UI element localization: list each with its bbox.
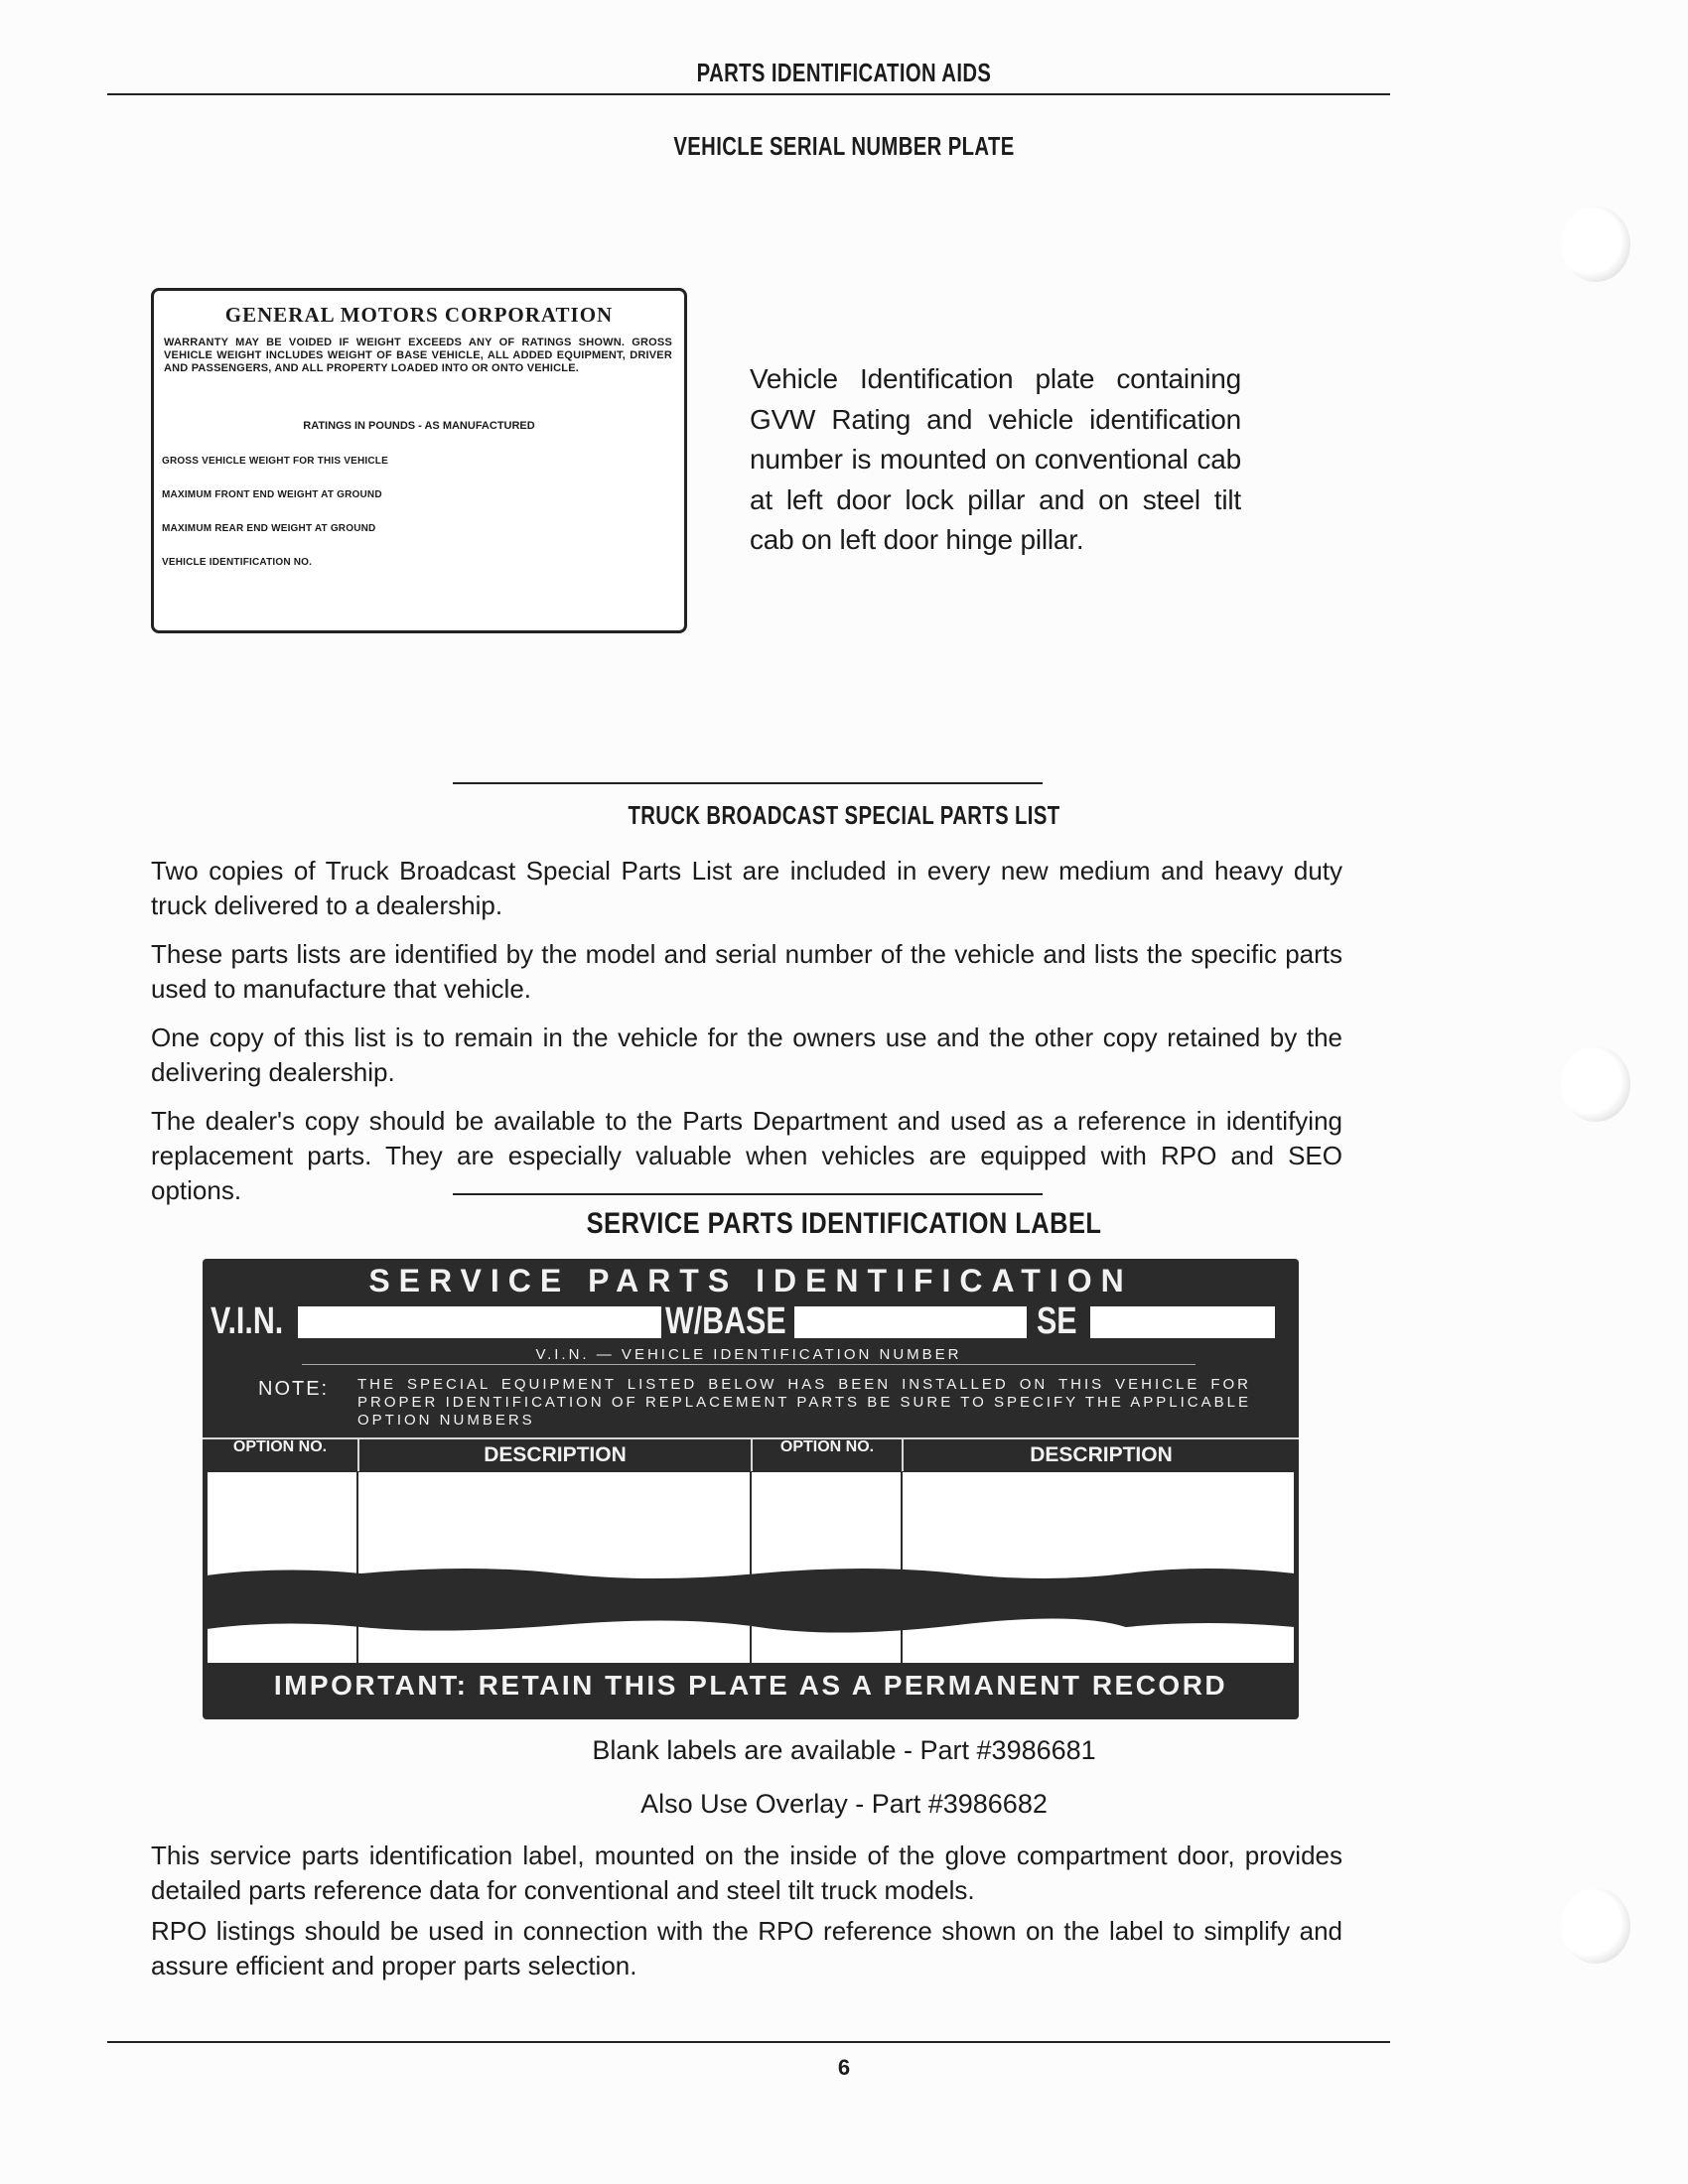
col-header-description: DESCRIPTION (484, 1443, 627, 1466)
divider (302, 1364, 1196, 1365)
paragraph: One copy of this list is to remain in the vehicle for the owners use and the other copy retained by the delivering dealership. (151, 1023, 1342, 1087)
vin-entry-box (298, 1306, 661, 1338)
section-rule (453, 782, 1043, 784)
paragraph: These parts lists are identified by the model and serial number of the vehicle and lists the specific parts used to manufacture that vehicle. (151, 939, 1342, 1004)
label-title: SERVICE PARTS IDENTIFICATION (368, 1263, 1133, 1298)
note-text: THE SPECIAL EQUIPMENT LISTED BELOW HAS BEEN INSTALLED ON THIS VEHICLE FOR PROPER IDENTIFICATION OF REPLACEMENT PARTS BE SURE TO SPECIFY THE APPLICABLE OPTION NUMBERS (357, 1376, 1251, 1429)
note-label: NOTE: (258, 1378, 330, 1400)
plate-field: VEHICLE IDENTIFICATION NO. (162, 557, 313, 568)
gm-serial-plate (151, 288, 687, 633)
label-se: SE (1037, 1300, 1077, 1342)
section-title-serial-plate: VEHICLE SERIAL NUMBER PLATE (673, 131, 1015, 161)
important-banner: IMPORTANT: RETAIN THIS PLATE AS A PERMANENT RECORD (273, 1670, 1228, 1701)
label-vin: V.I.N. (211, 1300, 284, 1342)
caption-blank-labels: Blank labels are available - Part #3986681 (592, 1735, 1096, 1765)
paragraph: Two copies of Truck Broadcast Special Parts List are included in every new medium and heavy duty truck delivered to a dealership. (151, 856, 1342, 920)
header-rule (107, 93, 1390, 95)
plate-field: MAXIMUM FRONT END WEIGHT AT GROUND (162, 489, 382, 500)
entry-grid (203, 1471, 1299, 1670)
plate-field: MAXIMUM REAR END WEIGHT AT GROUND (162, 523, 376, 534)
plate-description: Vehicle Identification plate containing GVW Rating and vehicle identification number is mounted on conventional cab at left door lock pillar and on steel tilt cab on left door hinge pillar. (750, 363, 1241, 555)
binder-hole (1561, 1046, 1630, 1122)
paragraph: The dealer's copy should be available to the Parts Department and used as a reference in identifying replacement parts. They are especially valuable when vehicles are equipped with RPO and SEO options. (151, 1106, 1342, 1205)
plate-warranty-text: WARRANTY MAY BE VOIDED IF WEIGHT EXCEEDS ANY OF RATINGS SHOWN. GROSS VEHICLE WEIGHT INCLUDES WEIGHT OF BASE VEHICLE, ALL ADDED EQUIPMENT, DRIVER AND PASSENGERS, AND ALL PROPERTY LOADED INTO OR ONTO VEHICLE. (164, 337, 672, 374)
running-head: PARTS IDENTIFICATION AIDS (696, 58, 992, 87)
service-parts-label (203, 1259, 1299, 1719)
paragraph: RPO listings should be used in connection with the RPO reference shown on the label to simplify and assure efficient and proper parts selection. (151, 1916, 1342, 1980)
plate-company: GENERAL MOTORS CORPORATION (224, 303, 614, 327)
section-title-service-label: SERVICE PARTS IDENTIFICATION LABEL (586, 1207, 1102, 1240)
vin-expansion: V.I.N. — VEHICLE IDENTIFICATION NUMBER (535, 1346, 962, 1363)
col-header-option: OPTION NO. (232, 1438, 328, 1455)
footer-rule (107, 2041, 1390, 2043)
binder-hole (1561, 206, 1630, 282)
page-number: 6 (837, 2055, 851, 2080)
caption-overlay: Also Use Overlay - Part #3986682 (640, 1789, 1048, 1819)
binder-hole (1561, 1888, 1630, 1964)
se-entry-box (1090, 1306, 1275, 1338)
plate-ratings-heading: RATINGS IN POUNDS - AS MANUFACTURED (303, 420, 535, 432)
col-header-option: OPTION NO. (779, 1438, 875, 1455)
label-wbase: W/BASE (665, 1300, 786, 1342)
col-header-description: DESCRIPTION (1030, 1443, 1173, 1466)
section-rule (453, 1193, 1043, 1195)
plate-field: GROSS VEHICLE WEIGHT FOR THIS VEHICLE (162, 456, 388, 467)
paragraph: This service parts identification label, mounted on the inside of the glove compartment door, provides detailed parts reference data for conventional and steel tilt truck models. (151, 1841, 1342, 1905)
wbase-entry-box (794, 1306, 1027, 1338)
section-title-broadcast: TRUCK BROADCAST SPECIAL PARTS LIST (628, 800, 1060, 830)
